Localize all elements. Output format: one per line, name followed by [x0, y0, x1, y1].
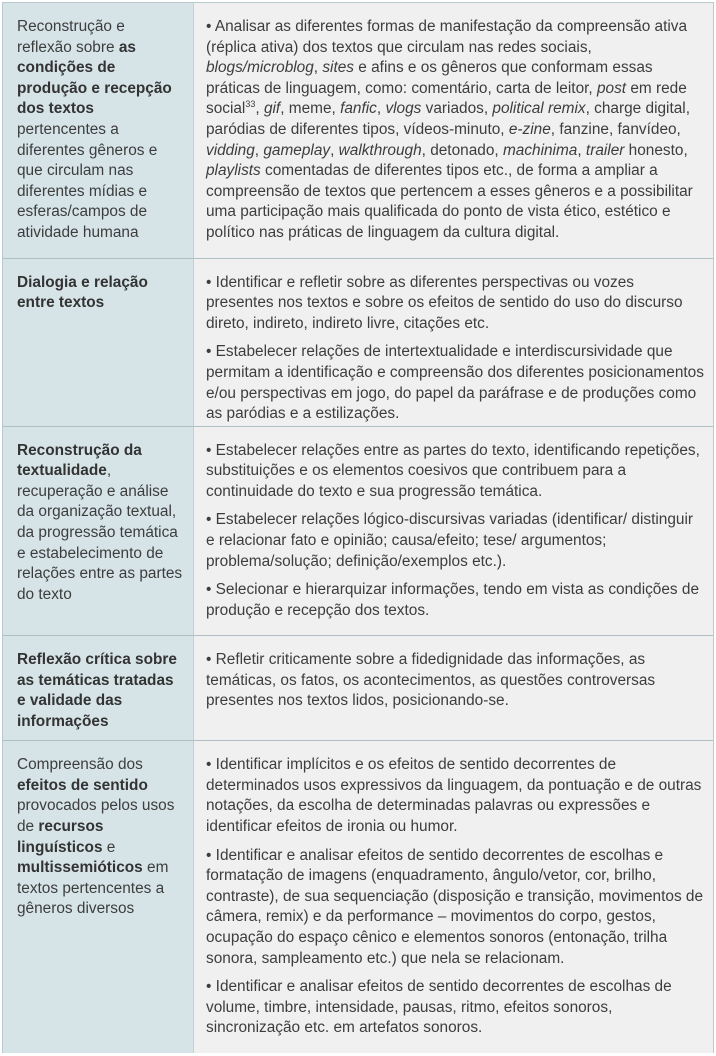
row-1-skills: [194, 3, 713, 258]
text-run: • Identificar implícitos e os efeitos de sentido decorrentes de determinados usos expressivos da linguagem, da pontuação e de outras notações, da escolha de determinadas palavras ou expressões e identificar efeitos de ironia ou humor.: [206, 756, 702, 836]
italic-text: machinima: [502, 141, 578, 159]
text-run: honesto,: [624, 141, 688, 159]
text-run: e afins e os gêneros que conformam essas práticas de linguagem, como: comentário, carta de leitor,: [206, 59, 653, 97]
text-run: • Identificar e analisar efeitos de sentido decorrentes de escolhas de volume, timbre, intensidade, pausas, ritmo, efeitos sonoros, sincronização etc. em artefatos sonoros.: [206, 978, 672, 1037]
bold-text: Dialogia e relação entre textos: [17, 273, 148, 312]
skill-bullet: [206, 977, 705, 1039]
text-run: ,: [254, 141, 264, 159]
footnote-ref: 33: [245, 99, 256, 110]
italic-text: e-zine: [508, 120, 551, 138]
text-run: • Refletir criticamente sobre a fidedignidade das informações, as temáticas, os fatos, os acontecimentos, as questões controversas presentes nos textos lidos, posicionando-se.: [206, 651, 656, 710]
italic-text: blogs/microblog: [206, 59, 314, 77]
text-run: variados,: [421, 100, 493, 118]
italic-text: gif: [263, 100, 281, 118]
table-row-4: [3, 636, 713, 741]
row-2-skills: [194, 259, 713, 426]
bold-text: Reflexão crítica sobre as temáticas tratadas e validade das informações: [17, 651, 177, 731]
skills-table: [2, 2, 714, 1053]
text-run: ,: [330, 141, 339, 159]
row-3-skills: [194, 427, 713, 636]
row-5-skills: [194, 741, 713, 1053]
italic-text: vidding: [206, 141, 255, 159]
row-2-category: [3, 259, 194, 426]
bold-text: efeitos de sentido: [17, 776, 148, 794]
text-run: ,: [577, 141, 586, 159]
italic-text: vlogs: [385, 100, 422, 118]
skill-bullet: [206, 650, 705, 712]
text-run: provocados pelos usos de: [17, 797, 175, 836]
text-run: ,: [313, 59, 323, 77]
italic-text: political remix: [492, 100, 586, 118]
skill-bullet: [206, 17, 705, 244]
text-run: comentadas de diferentes tipos etc., de forma a ampliar a compreensão de textos que pertencem a esses gêneros e a possibilitar uma participação mais qualificada do ponto de vista ético, estético e político nas práticas de linguagem da cultura digital.: [206, 162, 693, 241]
text-run: Compreensão dos: [17, 756, 143, 774]
italic-text: sites: [322, 59, 355, 77]
text-run: , charge digital, paródias de diferentes tipos, vídeos-minuto,: [206, 100, 691, 138]
row-1-category: [3, 3, 194, 258]
bold-text: as condições de produção e recepção dos textos: [17, 38, 172, 118]
skill-bullet: [206, 342, 705, 424]
italic-text: walkthrough: [338, 141, 422, 159]
table-row-2: [3, 259, 713, 427]
skill-bullet: [206, 580, 705, 621]
text-run: • Estabelecer relações lógico-discursivas variadas (identificar/ distinguir e relacionar fato e opinião; causa/efeito; tese/ argumentos; problema/solução; definição/exemplos etc.).: [206, 511, 693, 570]
text-run: , recuperação e análise da organização textual, da progressão temática e estabelecimento de relações entre as partes do texto: [17, 462, 183, 603]
text-run: , meme,: [280, 100, 341, 118]
text-run: em rede social: [206, 79, 687, 118]
text-run: • Identificar e refletir sobre as diferentes perspectivas ou vozes presentes nos textos e sobre os efeitos de sentido do uso do discurso direto, indireto, indireto livre, citações etc.: [206, 273, 683, 332]
text-run: ,: [376, 100, 386, 118]
italic-text: playlists: [206, 162, 261, 180]
skill-bullet: [206, 846, 705, 970]
skill-bullet: [206, 755, 705, 837]
text-run: em textos pertencentes a gêneros diversos: [17, 859, 169, 918]
text-run: • Analisar as diferentes formas de manifestação da compreensão ativa (réplica ativa) dos textos que circulam nas redes sociais,: [206, 18, 688, 56]
text-run: • Identificar e analisar efeitos de sentido decorrentes de escolhas e formatação de imagens (enquadramento, ângulo/vetor, cor, brilho, contraste), de sua sequenciação (disposição e transição, movimentos de câmera, remix) e da performance – movimentos do corpo, gestos, ocupação do espaço cênico e elementos sonoros (entonação, trilha sonora, sampleamento etc.) que nela se relacionam.: [206, 846, 704, 967]
bold-text: recursos linguísticos: [17, 818, 104, 856]
italic-text: fanfic: [340, 100, 377, 118]
row-4-skills: [194, 636, 713, 740]
bold-text: multissemióticos: [17, 859, 143, 877]
row-3-category: [3, 427, 194, 636]
italic-text: trailer: [585, 141, 625, 159]
text-run: • Estabelecer relações de intertextualidade e interdiscursividade que permitam a identificação e compreensão dos diferentes posicionamentos e/ou perspectivas em jogo, do papel da paráfrase e de produções como as paródias e a estilizações.: [206, 343, 704, 423]
skill-bullet: [206, 273, 705, 335]
text-run: Reconstrução e reflexão sobre: [17, 18, 125, 56]
skill-bullet: [206, 441, 705, 503]
row-4-category: [3, 636, 194, 740]
text-run: , fanzine, fanvídeo,: [550, 120, 681, 138]
italic-text: post: [596, 79, 627, 97]
table-row-1: [3, 3, 713, 259]
text-run: • Selecionar e hierarquizar informações, tendo em vista as condições de produção e recepção dos textos.: [206, 581, 700, 619]
text-run: • Estabelecer relações entre as partes do texto, identificando repetições, substituições e os elementos coesivos que contribuem para a continuidade do texto e sua progressão temática.: [206, 441, 700, 500]
text-run: pertencentes a diferentes gêneros e que circulam nas diferentes mídias e esferas/campos de atividade humana: [17, 120, 158, 241]
italic-text: gameplay: [263, 141, 331, 159]
table-row-3: [3, 427, 713, 637]
row-5-category: [3, 741, 194, 1053]
text-run: , detonado,: [421, 141, 503, 159]
text-run: ,: [255, 100, 264, 118]
table-row-5: [3, 741, 713, 1053]
text-run: e: [102, 838, 116, 856]
bold-text: Reconstrução da textualidade: [17, 441, 142, 480]
skill-bullet: [206, 510, 705, 572]
